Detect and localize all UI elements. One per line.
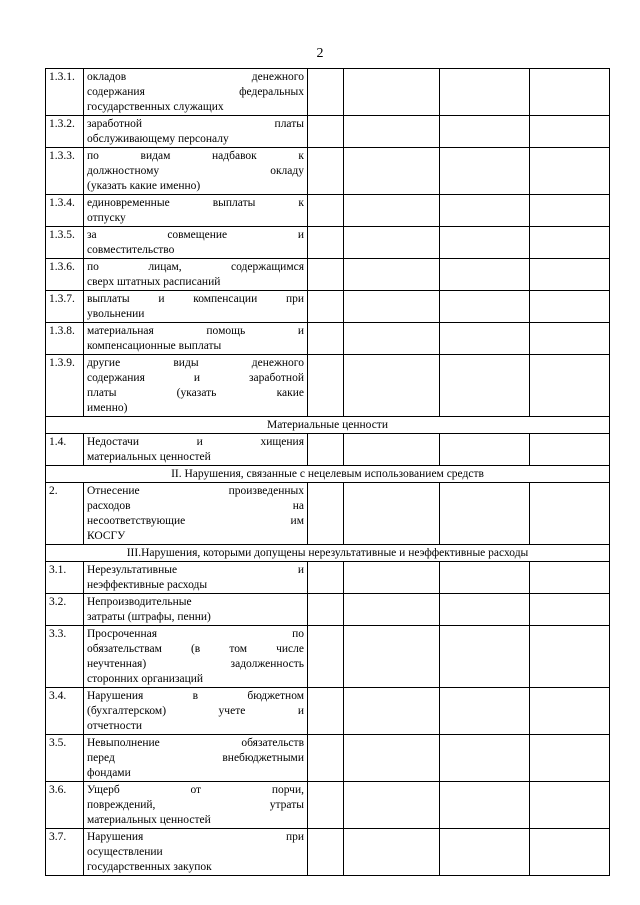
empty-cell bbox=[344, 69, 440, 116]
empty-cell bbox=[344, 626, 440, 688]
empty-cell bbox=[440, 148, 530, 195]
description-line: отчетности bbox=[87, 720, 143, 732]
empty-cell bbox=[440, 355, 530, 417]
table-row bbox=[46, 688, 610, 735]
section-row bbox=[46, 545, 610, 562]
description-line: государственных закупок bbox=[87, 861, 212, 873]
table-row bbox=[46, 355, 610, 417]
description-line: компенсационные выплаты bbox=[87, 340, 222, 352]
empty-cell bbox=[308, 626, 344, 688]
row-description bbox=[84, 355, 308, 417]
row-description bbox=[84, 195, 308, 227]
row-description bbox=[84, 562, 308, 594]
description-line: другие виды денежного bbox=[87, 357, 304, 369]
description-line: содержания и заработной bbox=[87, 372, 304, 384]
empty-cell bbox=[440, 227, 530, 259]
description-line: за совмещение и bbox=[87, 229, 304, 241]
empty-cell bbox=[344, 116, 440, 148]
empty-cell bbox=[440, 116, 530, 148]
empty-cell bbox=[344, 323, 440, 355]
empty-cell bbox=[530, 483, 610, 545]
row-number: 3.5. bbox=[46, 735, 84, 782]
row-description bbox=[84, 116, 308, 148]
empty-cell bbox=[308, 116, 344, 148]
empty-cell bbox=[344, 434, 440, 466]
description-line: выплаты и компенсации при bbox=[87, 293, 304, 305]
empty-cell bbox=[530, 227, 610, 259]
empty-cell bbox=[344, 688, 440, 735]
empty-cell bbox=[344, 148, 440, 195]
empty-cell bbox=[440, 69, 530, 116]
table-row bbox=[46, 594, 610, 626]
row-description bbox=[84, 227, 308, 259]
description-line: должностному окладу bbox=[87, 165, 304, 177]
empty-cell bbox=[530, 594, 610, 626]
table-row bbox=[46, 782, 610, 829]
row-number: 3.6. bbox=[46, 782, 84, 829]
empty-cell bbox=[440, 291, 530, 323]
description-line: материальных ценностей bbox=[87, 814, 211, 826]
row-number: 1.3.3. bbox=[46, 148, 84, 195]
empty-cell bbox=[530, 116, 610, 148]
description-line: осуществлении bbox=[87, 846, 163, 858]
row-number: 3.7. bbox=[46, 829, 84, 876]
description-line: фондами bbox=[87, 767, 131, 779]
row-number: 3.1. bbox=[46, 562, 84, 594]
table-row bbox=[46, 195, 610, 227]
empty-cell bbox=[308, 594, 344, 626]
description-line: государственных служащих bbox=[87, 101, 224, 113]
table-row bbox=[46, 829, 610, 876]
row-description bbox=[84, 69, 308, 116]
description-line: по видам надбавок к bbox=[87, 150, 304, 162]
empty-cell bbox=[344, 829, 440, 876]
empty-cell bbox=[308, 323, 344, 355]
section-heading: II. Нарушения, связанные с нецелевым использованием средств bbox=[46, 466, 610, 483]
description-line: затраты (штрафы, пенни) bbox=[87, 611, 211, 623]
empty-cell bbox=[530, 562, 610, 594]
row-number: 1.3.7. bbox=[46, 291, 84, 323]
description-line: отпуску bbox=[87, 212, 126, 224]
row-number: 1.3.9. bbox=[46, 355, 84, 417]
empty-cell bbox=[344, 562, 440, 594]
row-description bbox=[84, 735, 308, 782]
row-number: 1.3.2. bbox=[46, 116, 84, 148]
description-line: расходов на bbox=[87, 500, 304, 512]
empty-cell bbox=[308, 688, 344, 735]
row-number: 1.4. bbox=[46, 434, 84, 466]
description-line: именно) bbox=[87, 402, 128, 414]
empty-cell bbox=[344, 259, 440, 291]
empty-cell bbox=[440, 829, 530, 876]
table-row bbox=[46, 735, 610, 782]
empty-cell bbox=[440, 323, 530, 355]
empty-cell bbox=[308, 562, 344, 594]
empty-cell bbox=[308, 434, 344, 466]
empty-cell bbox=[308, 355, 344, 417]
section-heading: Материальные ценности bbox=[46, 417, 610, 434]
empty-cell bbox=[308, 735, 344, 782]
empty-cell bbox=[440, 483, 530, 545]
description-line: Нарушения в бюджетном bbox=[87, 690, 304, 702]
page-number: 2 bbox=[316, 46, 324, 61]
table-row bbox=[46, 434, 610, 466]
empty-cell bbox=[308, 227, 344, 259]
description-line: единовременные выплаты к bbox=[87, 197, 304, 209]
empty-cell bbox=[344, 483, 440, 545]
empty-cell bbox=[344, 291, 440, 323]
empty-cell bbox=[308, 291, 344, 323]
description-line: заработной платы bbox=[87, 118, 304, 130]
empty-cell bbox=[308, 483, 344, 545]
empty-cell bbox=[530, 688, 610, 735]
description-line: сторонних организаций bbox=[87, 673, 204, 685]
description-line: совместительство bbox=[87, 244, 175, 256]
empty-cell bbox=[440, 735, 530, 782]
description-line: по лицам, содержащимся bbox=[87, 261, 304, 273]
description-line: Ущерб от порчи, bbox=[87, 784, 304, 796]
empty-cell bbox=[344, 227, 440, 259]
description-line: материальная помощь и bbox=[87, 325, 304, 337]
description-line: Просроченная по bbox=[87, 628, 304, 640]
table-row bbox=[46, 291, 610, 323]
empty-cell bbox=[344, 195, 440, 227]
description-line: увольнении bbox=[87, 308, 145, 320]
table-row bbox=[46, 69, 610, 116]
empty-cell bbox=[530, 735, 610, 782]
table-row bbox=[46, 483, 610, 545]
table-row bbox=[46, 227, 610, 259]
empty-cell bbox=[530, 434, 610, 466]
description-line: Нарушения при bbox=[87, 831, 304, 843]
description-line: обязательствам (в том числе bbox=[87, 643, 304, 655]
empty-cell bbox=[308, 195, 344, 227]
table-row bbox=[46, 562, 610, 594]
empty-cell bbox=[530, 291, 610, 323]
description-line: сверх штатных расписаний bbox=[87, 276, 221, 288]
empty-cell bbox=[530, 782, 610, 829]
empty-cell bbox=[440, 688, 530, 735]
row-number: 1.3.1. bbox=[46, 69, 84, 116]
empty-cell bbox=[344, 355, 440, 417]
section-heading: III.Нарушения, которыми допущены нерезультативные и неэффективные расходы bbox=[46, 545, 610, 562]
table-row bbox=[46, 259, 610, 291]
empty-cell bbox=[440, 195, 530, 227]
empty-cell bbox=[440, 626, 530, 688]
description-line: Недостачи и хищения bbox=[87, 436, 304, 448]
row-number: 2. bbox=[46, 483, 84, 545]
description-line: материальных ценностей bbox=[87, 451, 211, 463]
row-number: 1.3.5. bbox=[46, 227, 84, 259]
description-line: Невыполнение обязательств bbox=[87, 737, 304, 749]
table-row bbox=[46, 626, 610, 688]
table-row bbox=[46, 116, 610, 148]
section-row bbox=[46, 417, 610, 434]
description-line: Нерезультативные и bbox=[87, 564, 304, 576]
empty-cell bbox=[440, 562, 530, 594]
row-description bbox=[84, 259, 308, 291]
description-line: неучтенная) задолженность bbox=[87, 658, 304, 670]
empty-cell bbox=[530, 69, 610, 116]
row-number: 1.3.8. bbox=[46, 323, 84, 355]
row-number: 1.3.6. bbox=[46, 259, 84, 291]
empty-cell bbox=[530, 323, 610, 355]
row-number: 3.4. bbox=[46, 688, 84, 735]
empty-cell bbox=[344, 782, 440, 829]
empty-cell bbox=[530, 626, 610, 688]
empty-cell bbox=[440, 259, 530, 291]
empty-cell bbox=[308, 259, 344, 291]
description-line: повреждений, утраты bbox=[87, 799, 304, 811]
row-description bbox=[84, 323, 308, 355]
empty-cell bbox=[344, 735, 440, 782]
description-line: неэффективные расходы bbox=[87, 579, 208, 591]
description-line: КОСГУ bbox=[87, 530, 126, 542]
empty-cell bbox=[440, 594, 530, 626]
row-description bbox=[84, 291, 308, 323]
row-description bbox=[84, 782, 308, 829]
row-description bbox=[84, 594, 308, 626]
row-number: 1.3.4. bbox=[46, 195, 84, 227]
empty-cell bbox=[530, 829, 610, 876]
row-description bbox=[84, 626, 308, 688]
description-line: Непроизводительные bbox=[87, 596, 192, 608]
description-line: платы (указать какие bbox=[87, 387, 304, 399]
empty-cell bbox=[530, 355, 610, 417]
empty-cell bbox=[308, 829, 344, 876]
description-line: перед внебюджетными bbox=[87, 752, 304, 764]
section-row bbox=[46, 466, 610, 483]
row-description bbox=[84, 483, 308, 545]
empty-cell bbox=[530, 148, 610, 195]
table-row bbox=[46, 148, 610, 195]
empty-cell bbox=[308, 782, 344, 829]
empty-cell bbox=[308, 148, 344, 195]
empty-cell bbox=[440, 782, 530, 829]
description-line: (указать какие именно) bbox=[87, 180, 201, 192]
description-line: (бухгалтерском) учете и bbox=[87, 705, 304, 717]
row-description bbox=[84, 148, 308, 195]
table-row bbox=[46, 323, 610, 355]
row-description bbox=[84, 829, 308, 876]
row-number: 3.2. bbox=[46, 594, 84, 626]
description-line: обслуживающему персоналу bbox=[87, 133, 229, 145]
empty-cell bbox=[344, 594, 440, 626]
row-number: 3.3. bbox=[46, 626, 84, 688]
row-description bbox=[84, 688, 308, 735]
row-description bbox=[84, 434, 308, 466]
description-line: Отнесение произведенных bbox=[87, 485, 304, 497]
empty-cell bbox=[440, 434, 530, 466]
empty-cell bbox=[308, 69, 344, 116]
violations-table bbox=[45, 68, 610, 876]
description-line: несоответствующие им bbox=[87, 515, 304, 527]
empty-cell bbox=[530, 195, 610, 227]
description-line: окладов денежного bbox=[87, 71, 304, 83]
description-line: содержания федеральных bbox=[87, 86, 304, 98]
empty-cell bbox=[530, 259, 610, 291]
